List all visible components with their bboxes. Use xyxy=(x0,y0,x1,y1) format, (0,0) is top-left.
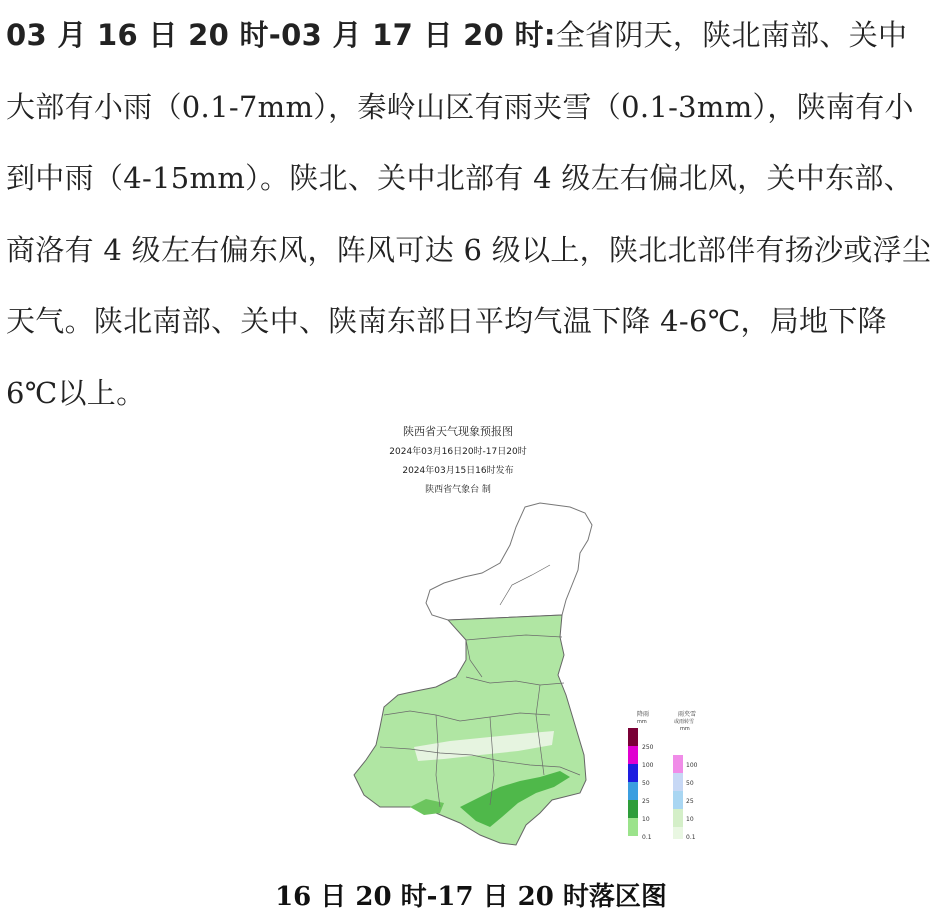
map-issued: 2024年03月15日16时发布 xyxy=(402,466,514,476)
sleet-legend xyxy=(673,710,698,841)
rain-swatch-250 xyxy=(628,728,638,746)
sleet-level-100: 100 xyxy=(686,762,698,769)
sleet-swatch-0.1 xyxy=(673,827,683,839)
sleet-legend-title2: 或雨转雪 xyxy=(674,719,695,725)
rain-level-25: 25 xyxy=(642,798,650,805)
sleet-level-25: 25 xyxy=(686,798,694,805)
rain-level-0.1: 0.1 xyxy=(642,834,652,841)
weather-forecast-map xyxy=(340,415,705,860)
sleet-swatch-100 xyxy=(673,755,683,773)
map-period: 2024年03月16日20时-17日20时 xyxy=(389,447,527,457)
sleet-level-50: 50 xyxy=(686,780,694,787)
rain-level-50: 50 xyxy=(642,780,650,787)
sleet-swatch-10 xyxy=(673,809,683,827)
rain-swatch-0.1 xyxy=(628,818,638,836)
map-agency: 陕西省气象台 制 xyxy=(425,485,491,495)
province-north-no-rain xyxy=(426,503,592,620)
forecast-body-text: 全省阴天，陕北南部、关中大部有小雨（0.1-7mm），秦岭山区有雨夹雪（0.1-3mm），陕南有小到中雨（4-15mm）。陕北、关中北部有 4 级左右偏北风，关中东部、商洛有 4 级左右偏东风，阵风可达 6 级以上，陕北北部伴有扬沙或浮尘天气。陕北南部、关中、陕南东部日平均气温下降 4-6℃，局地下降 6℃以上。 xyxy=(6,18,932,410)
rain-level-10: 10 xyxy=(642,816,650,823)
sleet-level-0.1: 0.1 xyxy=(686,834,696,841)
rain-legend xyxy=(628,710,654,841)
rain-level-250: 250 xyxy=(642,744,654,751)
rain-legend-title: 降雨 xyxy=(637,711,650,718)
rain-swatch-10 xyxy=(628,800,638,818)
rain-swatch-100 xyxy=(628,746,638,764)
forecast-period-lead: 03 月 16 日 20 时-03 月 17 日 20 时: xyxy=(6,18,556,52)
map-title: 陕西省天气现象预报图 xyxy=(403,425,513,438)
sleet-legend-title: 雨夹雪 xyxy=(678,711,697,718)
rain-legend-unit: mm xyxy=(637,719,647,725)
forecast-paragraph xyxy=(6,0,936,429)
sleet-swatch-50 xyxy=(673,773,683,791)
map-svg xyxy=(340,415,705,860)
rain-level-100: 100 xyxy=(642,762,654,769)
rain-swatch-50 xyxy=(628,764,638,782)
sleet-legend-unit: mm xyxy=(680,726,690,732)
map-caption: 16 日 20 时-17 日 20 时落区图 xyxy=(275,882,667,912)
article xyxy=(6,0,936,429)
sleet-swatch-25 xyxy=(673,791,683,809)
rain-swatch-25 xyxy=(628,782,638,800)
sleet-level-10: 10 xyxy=(686,816,694,823)
